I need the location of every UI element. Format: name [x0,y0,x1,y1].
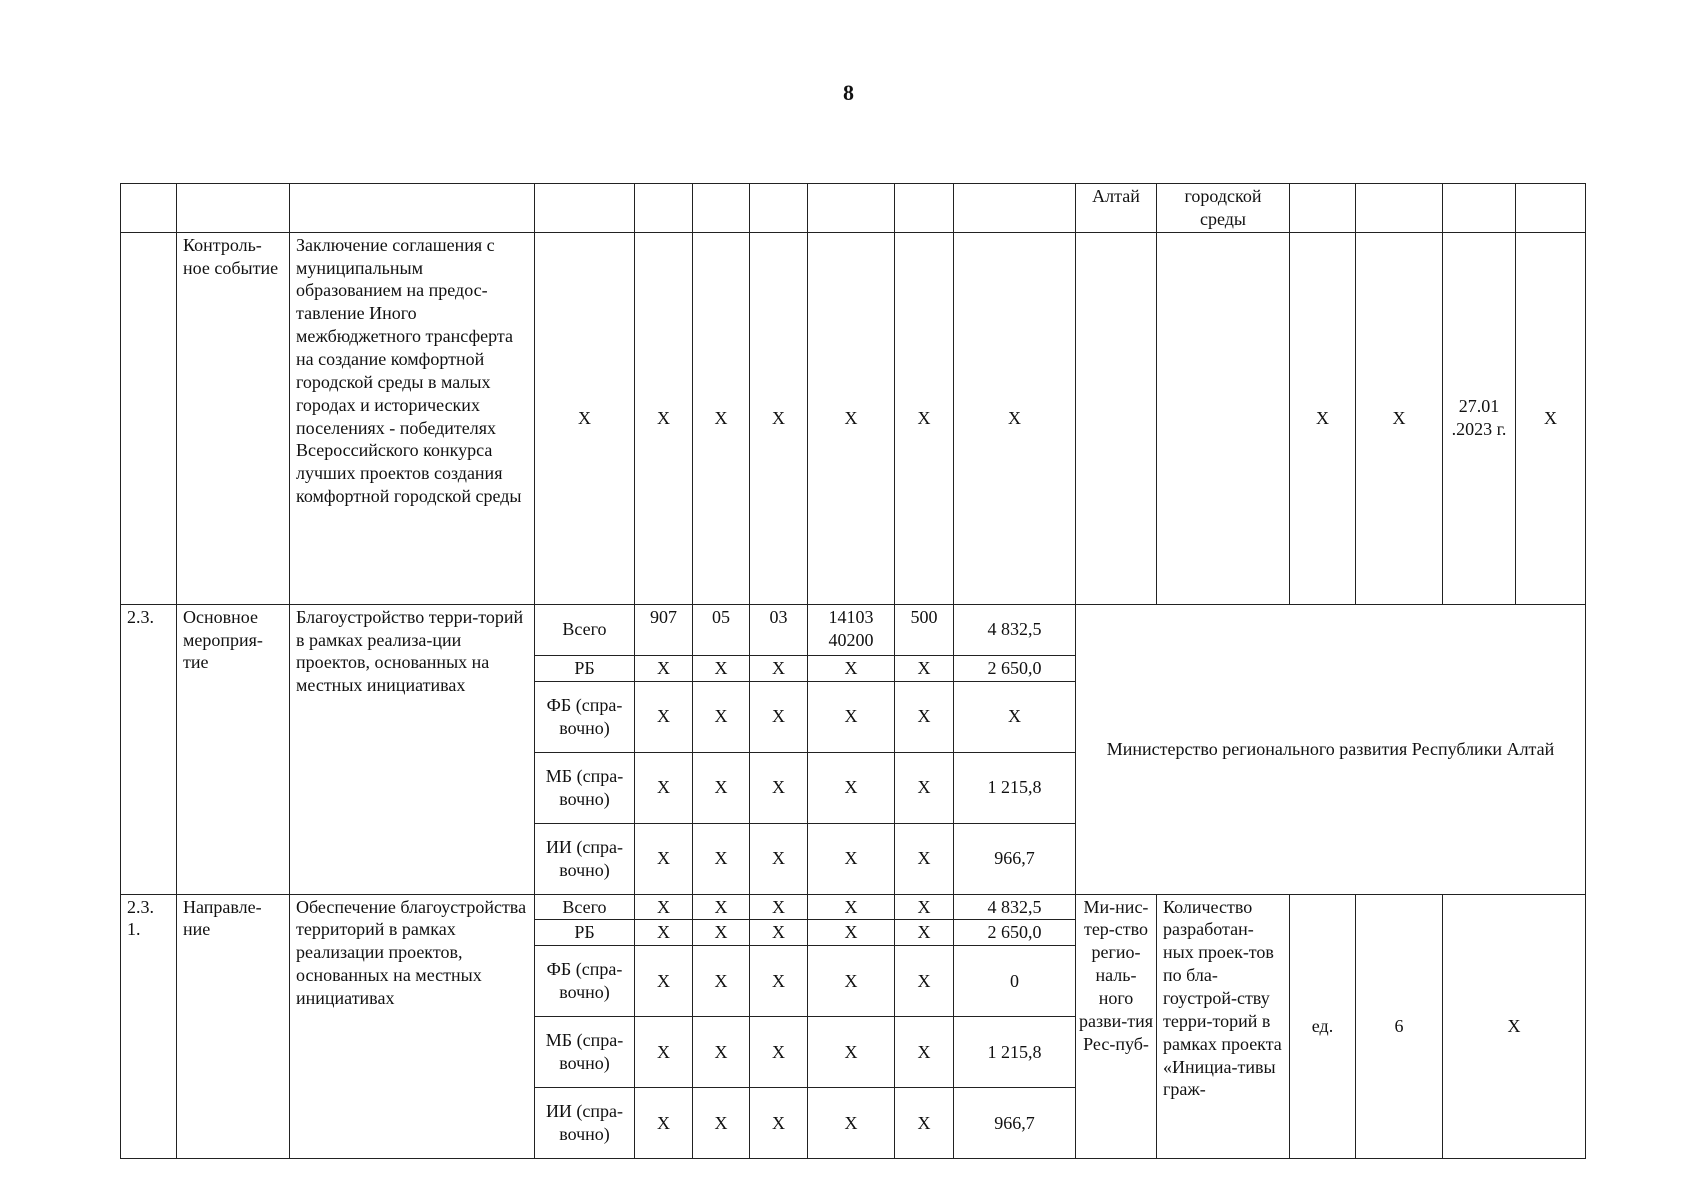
row-number-cell: 2.3. [121,604,177,894]
table-cell [635,184,693,233]
pr-code: 03 [750,604,808,655]
x-mark: Х [808,681,895,752]
control-date: 27.01 .2023 г. [1443,232,1516,604]
x-mark: Х [895,655,954,681]
x-mark: Х [750,681,808,752]
funding-source: МБ (спра-вочно) [535,752,635,823]
x-mark: Х [895,1088,954,1159]
x-mark: Х [693,1017,750,1088]
table-cell [1076,232,1157,604]
x-mark: Х [635,232,693,604]
x-mark: Х [635,655,693,681]
funding-source: МБ (спра-вочно) [535,1017,635,1088]
table-cell [750,184,808,233]
indicator-value: 6 [1356,894,1443,1159]
x-mark: Х [954,232,1076,604]
x-mark: Х [750,823,808,894]
x-mark: Х [693,752,750,823]
funding-source: ФБ (спра-вочно) [535,681,635,752]
responsible-executor: Ми-нис-тер-ство регио-наль-ного разви-тия Рес-пуб- [1076,894,1157,1159]
x-mark: Х [635,752,693,823]
table-cell [177,184,290,233]
rz-code: 05 [693,604,750,655]
table-cell [535,184,635,233]
x-mark: Х [808,1017,895,1088]
indicator-unit: ед. [1290,894,1356,1159]
x-mark: Х [895,1017,954,1088]
x-mark: Х [635,823,693,894]
x-mark: Х [750,655,808,681]
x-mark: Х [693,232,750,604]
row-number-cell [121,232,177,604]
funding-source: ИИ (спра-вочно) [535,823,635,894]
x-mark: Х [808,232,895,604]
x-mark: Х [635,946,693,1017]
x-mark: Х [808,1088,895,1159]
x-mark: Х [693,823,750,894]
funding-source: ФБ (спра-вочно) [535,946,635,1017]
x-mark: Х [808,946,895,1017]
funding-amount: 2 650,0 [954,655,1076,681]
x-mark: Х [895,946,954,1017]
x-mark: Х [693,946,750,1017]
x-mark: Х [808,894,895,920]
x-mark: Х [750,1088,808,1159]
funding-source: Всего [535,604,635,655]
funding-amount: 4 832,5 [954,604,1076,655]
table-cell [1443,184,1516,233]
table-cell [1157,232,1290,604]
x-mark: Х [1356,232,1443,604]
x-mark: Х [693,681,750,752]
row-number-cell: 2.3. 1. [121,894,177,1159]
table-cell [1290,184,1356,233]
table-cell [693,184,750,233]
row-type-cell: Направле-ние [177,894,290,1159]
funding-source: Всего [535,894,635,920]
row-description-cell: Обеспечение благоустройства территорий в рамках реализации проектов, основанных на местных инициативах [290,894,535,1159]
x-mark: Х [693,1088,750,1159]
row-description-cell: Благоустройство терри-торий в рамках реализа-ции проектов, основанных на местных инициативах [290,604,535,894]
table-row [121,604,1586,655]
x-mark: Х [635,920,693,946]
x-mark: Х [635,894,693,920]
x-mark: Х [1443,894,1586,1159]
x-mark: Х [808,823,895,894]
funding-amount: 4 832,5 [954,894,1076,920]
x-mark: Х [750,894,808,920]
x-mark: Х [635,1017,693,1088]
grbs-code: 907 [635,604,693,655]
program-table [120,183,1586,1159]
funding-source: РБ [535,920,635,946]
x-mark: Х [693,894,750,920]
x-mark: Х [895,894,954,920]
indicator-name: Количество разработан-ных проек-тов по бла-гоустрой-ству терри-торий в рамках проекта «Инициа-тивы граж- [1157,894,1290,1159]
table-cell [1356,184,1443,233]
x-mark: Х [750,946,808,1017]
page-number: 8 [843,80,854,105]
x-mark: Х [693,920,750,946]
funding-source: ИИ (спра-вочно) [535,1088,635,1159]
x-mark: Х [750,232,808,604]
table-row [121,184,1586,233]
funding-amount: 2 650,0 [954,920,1076,946]
table-cell [808,184,895,233]
x-mark: Х [895,752,954,823]
x-mark: Х [750,1017,808,1088]
x-mark: Х [895,920,954,946]
table-cell [1516,184,1586,233]
x-mark: Х [808,920,895,946]
x-mark: Х [1290,232,1356,604]
csr-code: 14103 40200 [808,604,895,655]
table-cell [895,184,954,233]
x-mark: Х [635,1088,693,1159]
x-mark: Х [750,920,808,946]
x-mark: Х [693,655,750,681]
responsible-cell: Алтай [1076,184,1157,233]
funding-amount: 1 215,8 [954,1017,1076,1088]
row-type-cell: Контроль-ное событие [177,232,290,604]
table-cell [121,184,177,233]
x-mark: Х [635,681,693,752]
x-mark: Х [895,681,954,752]
funding-amount: 1 215,8 [954,752,1076,823]
row-description-cell: Заключение соглашения с муниципальным образованием на предос-тавление Иного межбюджетного трансферта на создание комфортной городской среды в малых городах и исторических поселениях - победителях Всероссийского конкурса лучших проектов создания комфортной городской среды [290,232,535,604]
x-mark: Х [535,232,635,604]
table-cell [290,184,535,233]
funding-amount: 966,7 [954,1088,1076,1159]
x-mark: Х [1516,232,1586,604]
responsible-executor: Министерство регионального развития Республики Алтай [1076,604,1586,894]
x-mark: Х [750,752,808,823]
row-type-cell: Основное мероприя-тие [177,604,290,894]
table-row [121,232,1586,604]
funding-amount: 966,7 [954,823,1076,894]
x-mark: Х [895,823,954,894]
vr-code: 500 [895,604,954,655]
funding-amount: Х [954,681,1076,752]
x-mark: Х [895,232,954,604]
indicator-cell: городской среды [1157,184,1290,233]
x-mark: Х [808,752,895,823]
funding-source: РБ [535,655,635,681]
funding-amount: 0 [954,946,1076,1017]
table-row [121,894,1586,920]
table-cell [954,184,1076,233]
x-mark: Х [808,655,895,681]
